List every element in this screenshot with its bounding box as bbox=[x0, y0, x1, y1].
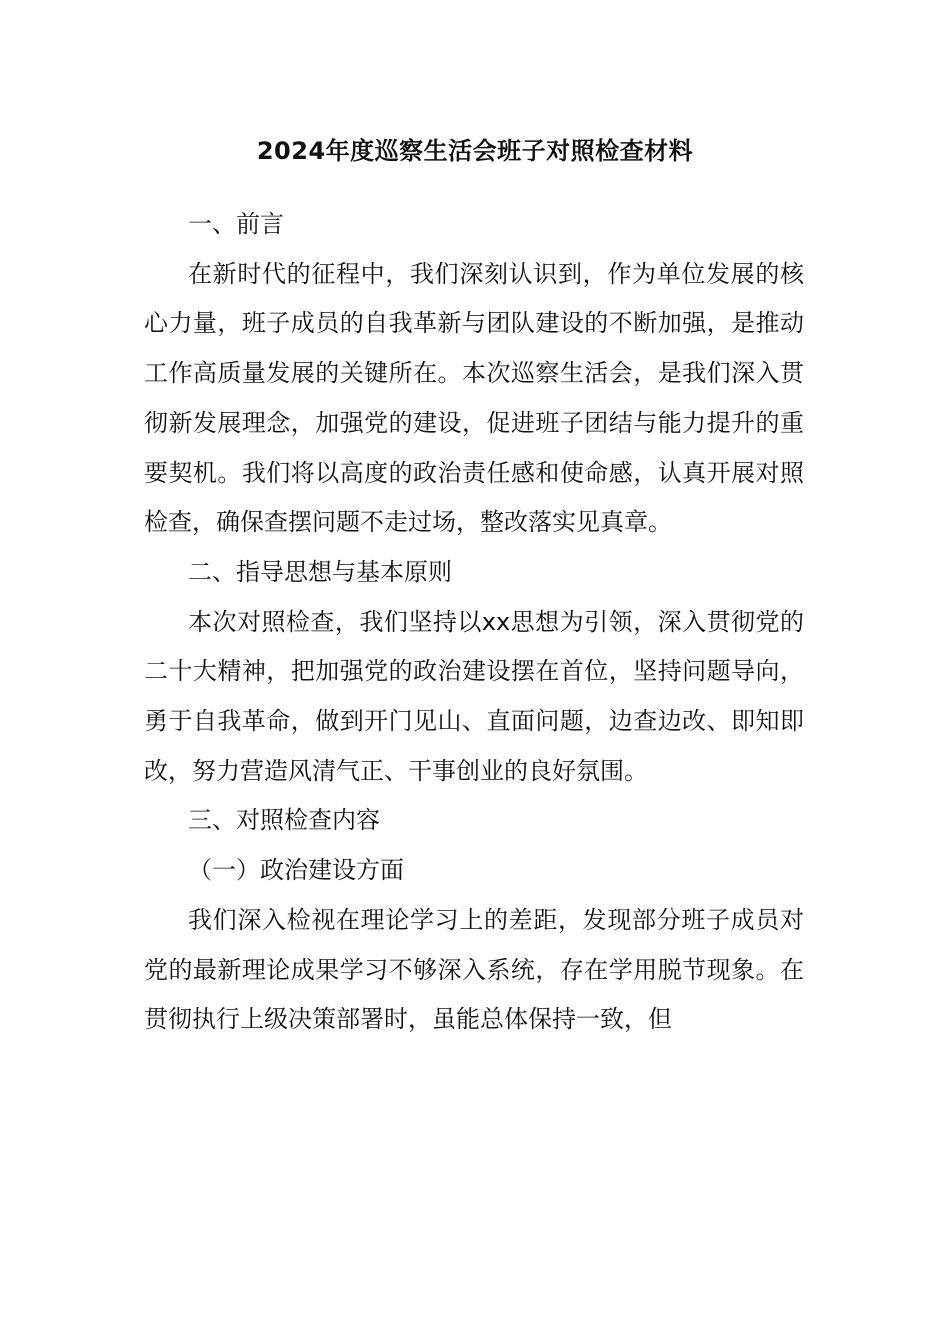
section-heading-guiding-principles: 二、指导思想与基本原则 bbox=[188, 557, 452, 586]
paragraph-preface: 在新时代的征程中，我们深刻认识到，作为单位发展的核心力量，班子成员的自我革新与团队建设的不断加强，是推动工作高质量发展的关键所在。本次巡察生活会，是我们深入贯彻新发展理念，加强党的建设，促进班子团结与能力提升的重要契机。我们将以高度的政治责任感和使命感，认真开展对照检查，确保查摆问题不走过场，整改落实见真章。 bbox=[144, 259, 804, 537]
document-body bbox=[144, 200, 804, 1045]
section-heading-check-content: 三、对照检查内容 bbox=[188, 806, 380, 835]
document-title: 2024年度巡察生活会班子对照检查材料 bbox=[256, 137, 694, 165]
subsection-heading-political: （一）政治建设方面 bbox=[188, 856, 404, 885]
section-heading-preface: 一、前言 bbox=[188, 210, 284, 238]
paragraph-political: 我们深入检视在理论学习上的差距，发现部分班子成员对党的最新理论成果学习不够深入系统，存在学用脱节现象。在贯彻执行上级决策部署时，虽能总体保持一致，但 bbox=[144, 905, 804, 1034]
paragraph-guiding-principles: 本次对照检查，我们坚持以xx思想为引领，深入贯彻党的二十大精神，把加强党的政治建设摆在首位，坚持问题导向，勇于自我革命，做到开门见山、直面问题，边查边改、即知即改，努力营造风清气正、干事创业的良好氛围。 bbox=[144, 607, 804, 785]
